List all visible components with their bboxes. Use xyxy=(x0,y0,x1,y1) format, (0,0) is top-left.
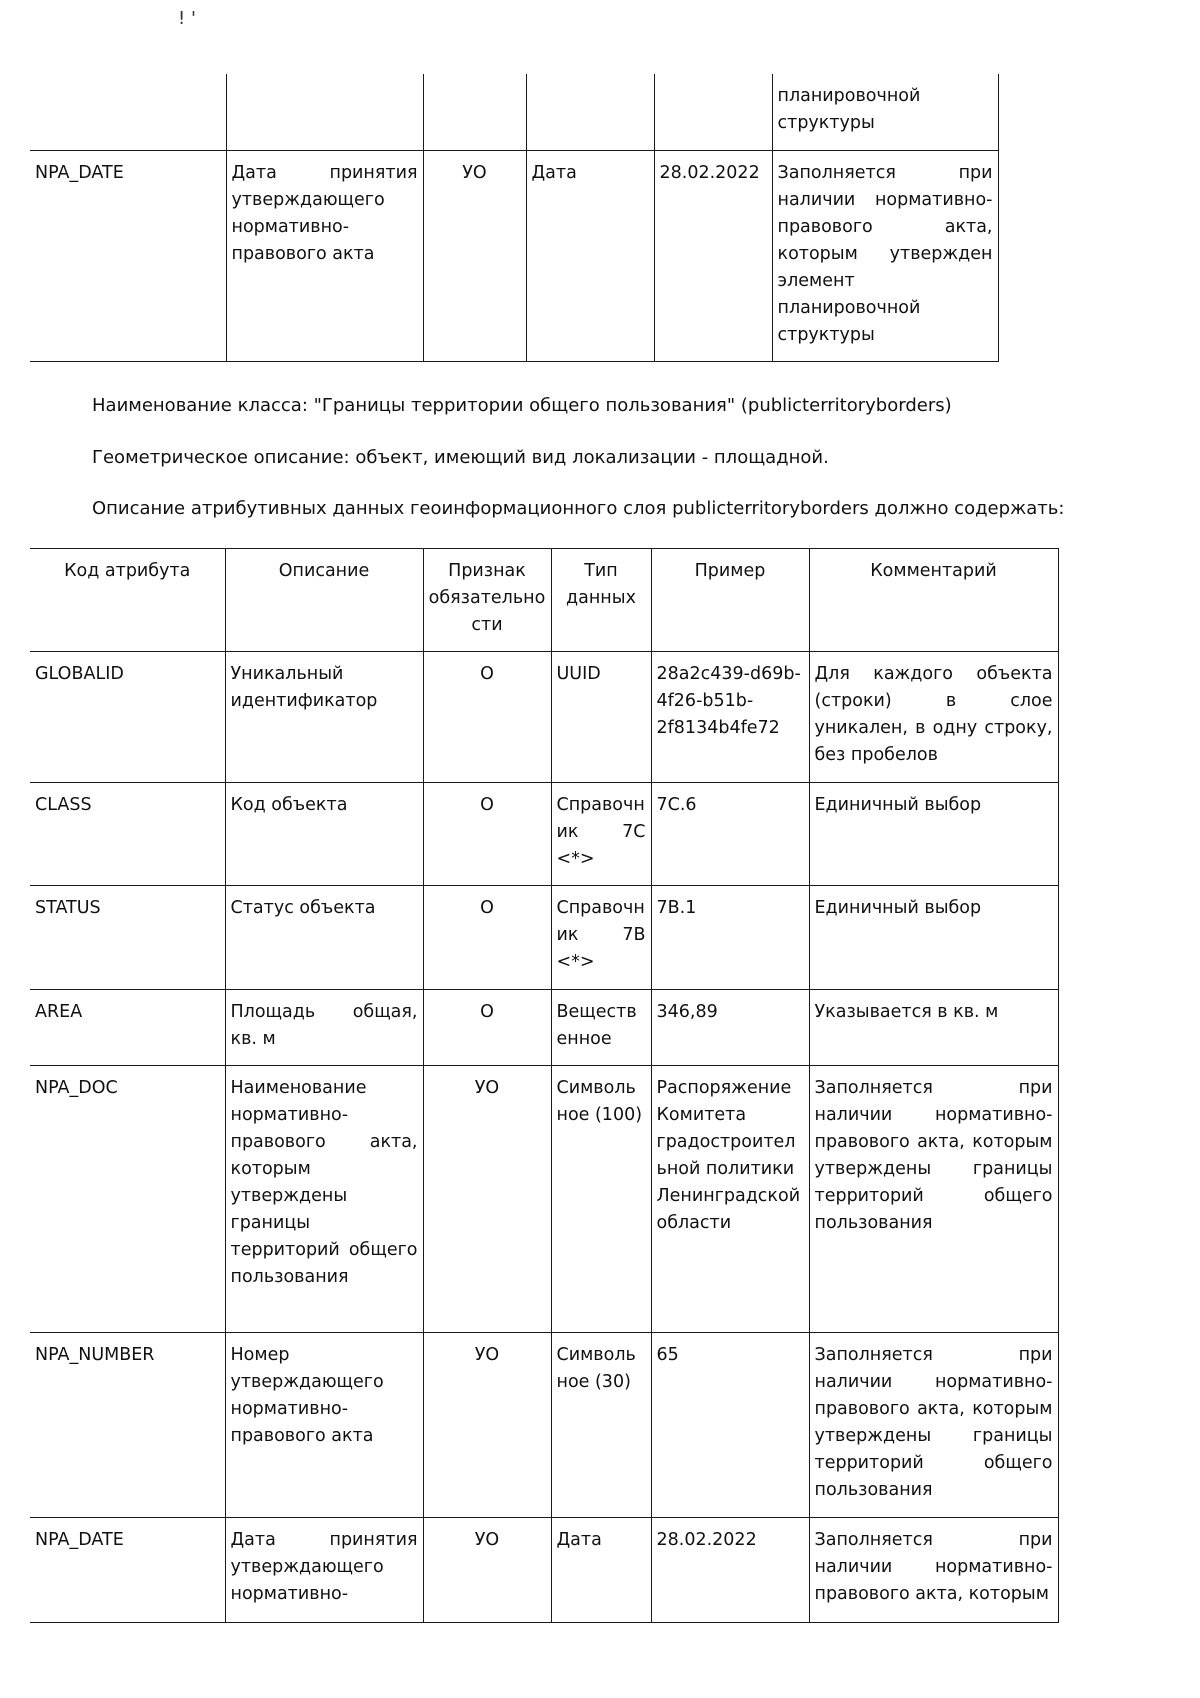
cell-description: Уникальный идентификатор xyxy=(225,652,423,783)
header-code: Код атрибута xyxy=(30,549,225,652)
cell-example: 7В.1 xyxy=(651,886,809,990)
table-row xyxy=(30,74,998,150)
cell-example: Распоряжение Комитета градостроительной политики Ленинградской области xyxy=(651,1066,809,1333)
cell-description: Номер утверждающего нормативно-правового акта xyxy=(225,1333,423,1518)
cell-comment: Заполняется при наличии нормативно-правового акта, которым утвержден элемент планировочной структуры xyxy=(772,150,998,361)
cell-type: Справочник 7В <*> xyxy=(551,886,651,990)
cell-code: NPA_DOC xyxy=(30,1066,225,1333)
cell-comment: Заполняется при наличии нормативно-правового акта, которым xyxy=(809,1518,1058,1623)
cell-description xyxy=(226,74,423,150)
cell-description: Статус объекта xyxy=(225,886,423,990)
table-row xyxy=(30,1518,1058,1623)
cell-comment: Для каждого объекта (строки) в слое уникален, в одну строку, без пробелов xyxy=(809,652,1058,783)
table-row xyxy=(30,150,998,361)
cell-required: УО xyxy=(423,1066,551,1333)
cell-code: AREA xyxy=(30,990,225,1066)
cell-example: 346,89 xyxy=(651,990,809,1066)
page-mark: ! ' xyxy=(178,8,196,29)
table-header-row xyxy=(30,549,1058,652)
cell-code: GLOBALID xyxy=(30,652,225,783)
cell-required: УО xyxy=(423,1518,551,1623)
cell-example: 28.02.2022 xyxy=(654,150,772,361)
cell-code: NPA_DATE xyxy=(30,150,226,361)
cell-type: Символьное (100) xyxy=(551,1066,651,1333)
table-row xyxy=(30,1333,1058,1518)
cell-code: NPA_DATE xyxy=(30,1518,225,1623)
attributes-table xyxy=(30,548,1059,1623)
cell-required: О xyxy=(423,783,551,886)
cell-comment: Единичный выбор xyxy=(809,783,1058,886)
cell-required: УО xyxy=(423,150,526,361)
cell-description: Дата принятия утверждающего нормативно-правового акта xyxy=(226,150,423,361)
cell-description: Дата принятия утверждающего нормативно- xyxy=(225,1518,423,1623)
table-row xyxy=(30,652,1058,783)
header-type: Тип данных xyxy=(551,549,651,652)
table-row xyxy=(30,886,1058,990)
cell-description: Код объекта xyxy=(225,783,423,886)
header-example: Пример xyxy=(651,549,809,652)
cell-type: UUID xyxy=(551,652,651,783)
cell-type: Справочник 7С <*> xyxy=(551,783,651,886)
table-row xyxy=(30,783,1058,886)
cell-type: Символьное (30) xyxy=(551,1333,651,1518)
header-required: Признак обязательности xyxy=(423,549,551,652)
cell-required: УО xyxy=(423,1333,551,1518)
cell-required: О xyxy=(423,652,551,783)
attributes-intro: Описание атрибутивных данных геоинформационного слоя publicterritoryborders должно содержать: xyxy=(92,498,1065,519)
cell-example: 65 xyxy=(651,1333,809,1518)
cell-required: О xyxy=(423,990,551,1066)
cell-comment: планировочной структуры xyxy=(772,74,998,150)
cell-type xyxy=(526,74,654,150)
cell-example: 7С.6 xyxy=(651,783,809,886)
cell-code: CLASS xyxy=(30,783,225,886)
table-row xyxy=(30,1066,1058,1333)
cell-comment: Заполняется при наличии нормативно-правового акта, которым утверждены границы территорий общего пользования xyxy=(809,1333,1058,1518)
geometry-description: Геометрическое описание: объект, имеющий вид локализации - площадной. xyxy=(92,447,829,468)
cell-description: Площадь общая, кв. м xyxy=(225,990,423,1066)
cell-example xyxy=(654,74,772,150)
cell-example: 28.02.2022 xyxy=(651,1518,809,1623)
cell-comment: Единичный выбор xyxy=(809,886,1058,990)
cell-example: 28a2c439-d69b-4f26-b51b-2f8134b4fe72 xyxy=(651,652,809,783)
header-comment: Комментарий xyxy=(809,549,1058,652)
cell-code: NPA_NUMBER xyxy=(30,1333,225,1518)
cell-comment: Указывается в кв. м xyxy=(809,990,1058,1066)
cell-type: Дата xyxy=(551,1518,651,1623)
cell-type: Дата xyxy=(526,150,654,361)
attributes-table-continued xyxy=(30,74,999,362)
cell-code xyxy=(30,74,226,150)
cell-description: Наименование нормативно-правового акта, которым утверждены границы территорий общего пользования xyxy=(225,1066,423,1333)
cell-comment: Заполняется при наличии нормативно-правового акта, которым утверждены границы территорий общего пользования xyxy=(809,1066,1058,1333)
table-row xyxy=(30,990,1058,1066)
class-name: Наименование класса: "Границы территории общего пользования" (publicterritoryborders) xyxy=(92,395,952,416)
cell-required xyxy=(423,74,526,150)
cell-required: О xyxy=(423,886,551,990)
header-description: Описание xyxy=(225,549,423,652)
cell-type: Вещественное xyxy=(551,990,651,1066)
cell-code: STATUS xyxy=(30,886,225,990)
